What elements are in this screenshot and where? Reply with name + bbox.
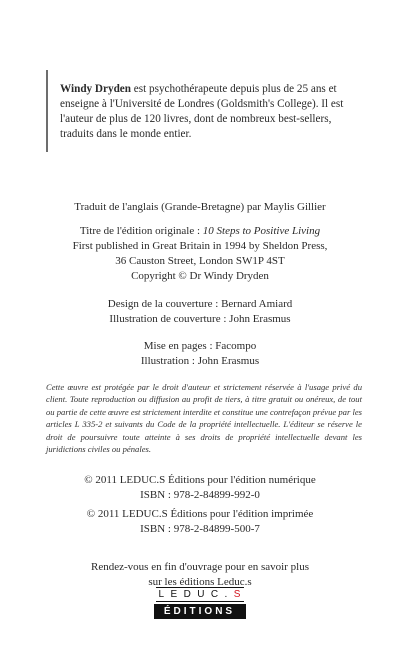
illustration-line: Illustration : John Erasmus — [140, 354, 260, 367]
original-edition-block — [0, 224, 400, 284]
legal-notice: Cette œuvre est protégée par le droit d'auteur et strictement réservée à l'usage privé du client. Toute reproduction ou diffusion au profit de tiers, à titre gratuit ou onéreux, de tout ou partie de cette œuvre est strictement interdite et constitue une contrefaçon prévue par les articles L 335-2 et suivants du Code de la propriété intellectuelle. L'éditeur se réserve le droit de poursuivre toute atteinte à ses droits de propriété intellectuelle devant les juridictions civiles ou pénales. — [46, 382, 362, 455]
cover-illustration-line: Illustration de couverture : John Erasmus — [109, 312, 291, 325]
author-bio-text: est psychothérapeute depuis plus de 25 ans et enseigne à l'Université de Londres (Goldsmith's College). Il est l'auteur de plus de 120 livres, dont de nombreux best-sellers, traduits dans le monde entier. — [60, 83, 344, 140]
print-edition-block — [0, 507, 400, 537]
logo-letter: . — [224, 589, 228, 600]
publisher-address: 36 Causton Street, London SW1P 4ST — [115, 254, 285, 267]
logo-letter: D — [183, 589, 191, 600]
digital-edition-line: © 2011 LEDUC.S Éditions pour l'édition numérique — [84, 474, 316, 486]
digital-isbn: ISBN : 978-2-84899-992-0 — [140, 488, 260, 501]
layout-credits-block — [0, 339, 400, 369]
logo-wordmark — [156, 587, 244, 602]
original-title: 10 Steps to Positive Living — [202, 225, 321, 237]
print-edition-line: © 2011 LEDUC.S Éditions pour l'édition imprimée — [86, 508, 314, 520]
author-name: Windy Dryden — [60, 83, 131, 95]
logo-letter: C — [210, 589, 219, 600]
digital-edition-block — [0, 473, 400, 503]
leduc-logo — [153, 587, 246, 627]
cover-design-line: Design de la couverture : Bernard Amiard — [107, 298, 293, 310]
logo-letter-accent: S — [233, 589, 241, 600]
logo-letter: U — [197, 589, 205, 600]
logo-letter: L — [158, 589, 165, 600]
footer-line-1: Rendez-vous en fin d'ouvrage pour en savoir plus — [91, 561, 309, 573]
original-title-label: Titre de l'édition originale : — [79, 225, 203, 237]
author-bio-box — [46, 70, 356, 152]
translation-line: Traduit de l'anglais (Grande-Bretagne) par Maylis Gillier — [74, 201, 326, 213]
layout-line: Mise en pages : Facompo — [143, 340, 257, 352]
print-isbn: ISBN : 978-2-84899-500-7 — [140, 522, 260, 535]
cover-credits-block — [0, 297, 400, 327]
copyright-line: Copyright © Dr Windy Dryden — [131, 269, 269, 282]
footer-line-2: sur les éditions Leduc.s — [148, 575, 252, 588]
logo-letter: E — [170, 589, 178, 600]
original-title-line — [0, 224, 400, 239]
footer-note — [0, 560, 400, 590]
logo-editions-band: ÉDITIONS — [154, 604, 246, 619]
translation-credit — [0, 200, 400, 215]
first-published-line: First published in Great Britain in 1994 by Sheldon Press, — [72, 239, 328, 252]
